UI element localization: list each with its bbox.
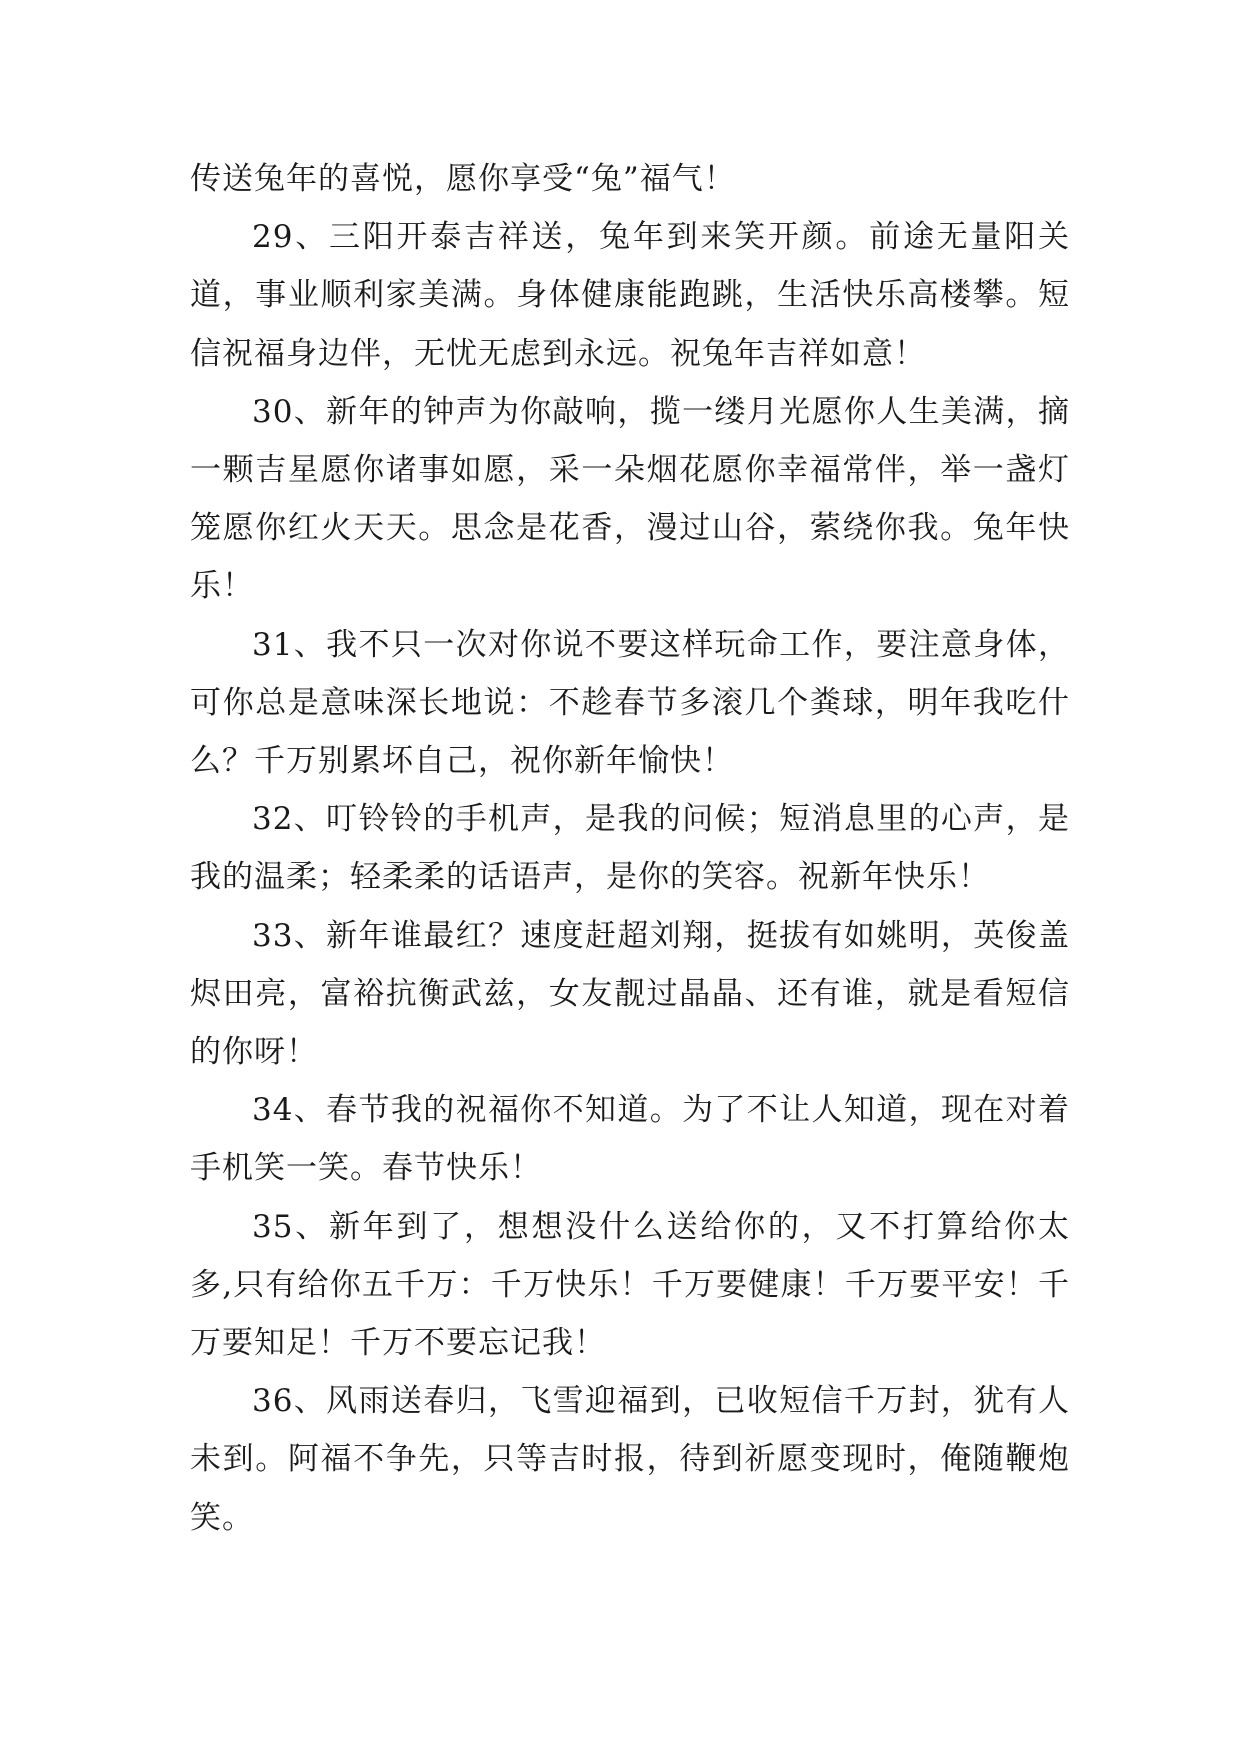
paragraph-30: 30、新年的钟声为你敲响，揽一缕月光愿你人生美满，摘一颗吉星愿你诸事如愿，采一朵烟花愿你幸福常伴，举一盏灯笼愿你红火天天。思念是花香，漫过山谷，萦绕你我。兔年快乐！ xyxy=(190,393,1070,605)
document-body xyxy=(190,150,1070,1547)
paragraph-34: 34、春节我的祝福你不知道。为了不让人知道，现在对着手机笑一笑。春节快乐！ xyxy=(190,1092,1070,1187)
paragraph-0: 传送兔年的喜悦，愿你享受“兔”福气！ xyxy=(190,161,736,197)
paragraph-33: 33、新年谁最红？速度赶超刘翔，挺拔有如姚明，英俊盖烬田亮，富裕抗衡武兹，女友靓过晶晶、还有谁，就是看短信的你呀！ xyxy=(190,917,1070,1071)
paragraph-35: 35、新年到了，想想没什么送给你的，又不打算给你太多,只有给你五千万：千万快乐！千万要健康！千万要平安！千万要知足！千万不要忘记我！ xyxy=(190,1208,1070,1362)
paragraph-32: 32、叮铃铃的手机声，是我的问候；短消息里的心声，是我的温柔；轻柔柔的话语声，是你的笑容。祝新年快乐！ xyxy=(190,801,1070,896)
paragraph-31: 31、我不只一次对你说不要这样玩命工作，要注意身体，可你总是意味深长地说：不趁春节多滚几个粪球，明年我吃什么？千万别累坏自己，祝你新年愉快！ xyxy=(190,626,1070,780)
paragraph-29: 29、三阳开泰吉祥送，兔年到来笑开颜。前途无量阳关道，事业顺利家美满。身体健康能跑跳，生活快乐高楼攀。短信祝福身边伴，无忧无虑到永远。祝兔年吉祥如意！ xyxy=(190,219,1070,372)
paragraph-36: 36、风雨送春归，飞雪迎福到，已收短信千万封，犹有人未到。阿福不争先，只等吉时报，待到祈愿变现时，俺随鞭炮笑。 xyxy=(190,1383,1070,1536)
